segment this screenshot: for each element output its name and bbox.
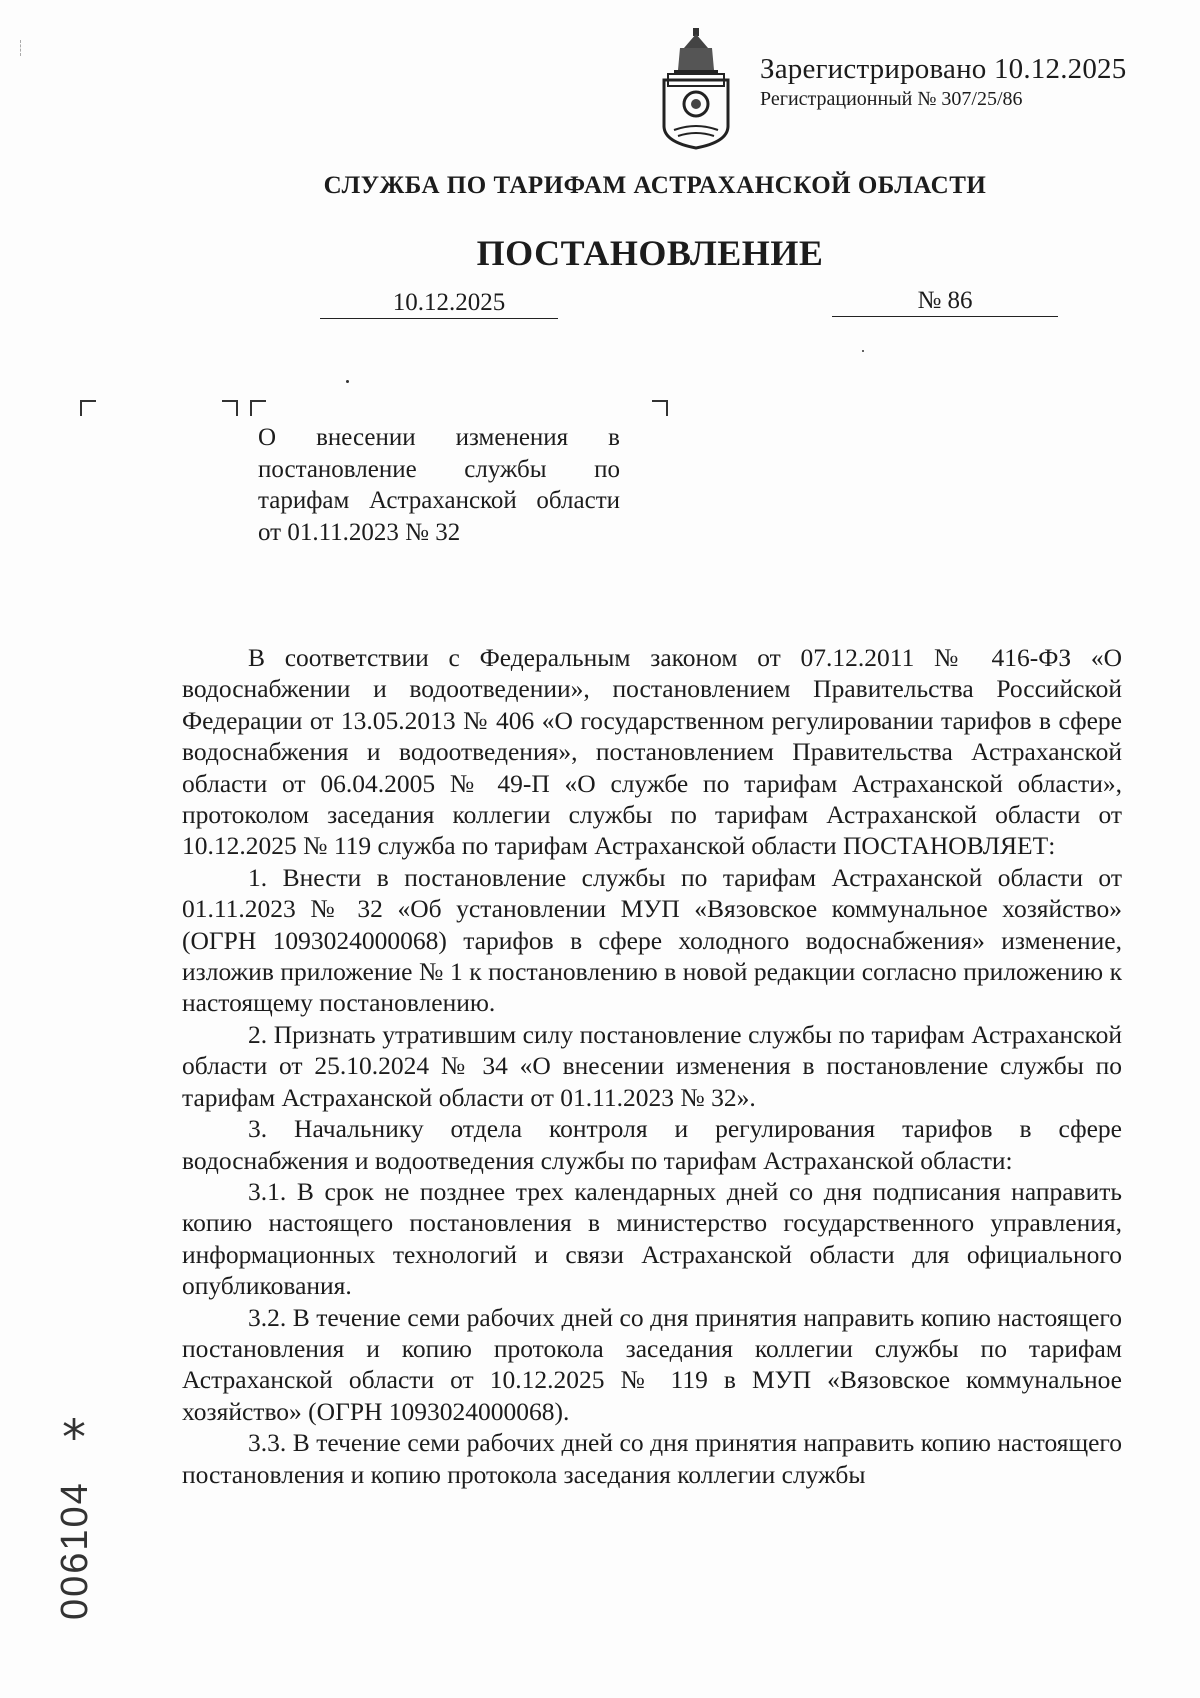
document-body bbox=[182, 642, 1122, 1490]
clause-3: 3. Начальнику отдела контроля и регулирования тарифов в сфере водоснабжения и водоотведения службы по тарифам Астраханской области: bbox=[182, 1114, 1122, 1175]
clause-3-3: 3.3. В течение семи рабочих дней со дня принятия направить копию настоящего постановления и копию протокола заседания коллегии службы bbox=[182, 1428, 1122, 1489]
document-number: № 86 bbox=[832, 286, 1058, 317]
organization-title: СЛУЖБА ПО ТАРИФАМ АСТРАХАНСКОЙ ОБЛАСТИ bbox=[323, 172, 987, 199]
document-type: ПОСТАНОВЛЕНИЕ bbox=[476, 233, 824, 273]
scan-speck bbox=[862, 350, 864, 352]
coat-of-arms-icon bbox=[656, 26, 736, 152]
document-date: 10.12.2025 bbox=[320, 288, 558, 319]
corner-mark bbox=[250, 400, 266, 416]
scan-speck bbox=[346, 380, 349, 383]
registration-date: Зарегистрировано 10.12.2025 bbox=[760, 53, 1127, 85]
corner-mark bbox=[652, 400, 668, 416]
scan-mark bbox=[20, 40, 22, 56]
registration-stamp bbox=[760, 52, 1126, 112]
preamble: В соответствии с Федеральным законом от 07.12.2011 № 416-ФЗ «О водоснабжении и водоотведении», постановлением Правительства Российской Федерации от 13.05.2013 № 406 «О государственном регулировании тарифов в сфере водоснабжения и водоотведения», постановлением Правительства Астраханской области от 06.04.2005 № 49-П «О службе по тарифам Астраханской области», протоколом заседания коллегии службы по тарифам Астраханской области от 10.12.2025 № 119 служба по тарифам Астраханской области ПОСТАНОВЛЯЕТ: bbox=[182, 643, 1122, 861]
document-subject: О внесении изменения в постановление службы по тарифам Астраханской области от 01.11.2023 № 32 bbox=[258, 424, 620, 546]
side-star-mark: * bbox=[62, 1410, 86, 1466]
registration-number: Регистрационный № 307/25/86 bbox=[760, 88, 1023, 110]
side-serial-number: 006104 bbox=[54, 1481, 96, 1620]
corner-mark bbox=[222, 400, 238, 416]
clause-3-2: 3.2. В течение семи рабочих дней со дня принятия направить копию настоящего постановления и копию протокола заседания коллегии службы по тарифам Астраханской области от 10.12.2025 № 119 в МУП «Вязовское коммунальное хозяйство» (ОГРН 1093024000068). bbox=[182, 1302, 1122, 1426]
corner-mark bbox=[80, 400, 96, 416]
clause-2: 2. Признать утратившим силу постановление службы по тарифам Астраханской области от 25.10.2024 № 34 «О внесении изменения в постановление службы по тарифам Астраханской области от 01.11.2023 № 32». bbox=[182, 1019, 1122, 1112]
clause-3-1: 3.1. В срок не позднее трех календарных дней со дня подписания направить копию настоящего постановления в министерство государственного управления, информационных технологий и связи Астраханской области для официального опубликования. bbox=[182, 1176, 1122, 1301]
clause-1: 1. Внести в постановление службы по тарифам Астраханской области от 01.11.2023 № 32 «Об установлении МУП «Вязовское коммунальное хозяйство» (ОГРН 1093024000068) тарифов в сфере холодного водоснабжения» изменение, изложив приложение № 1 к постановлению в новой редакции согласно приложению к настоящему постановлению. bbox=[182, 862, 1122, 1018]
